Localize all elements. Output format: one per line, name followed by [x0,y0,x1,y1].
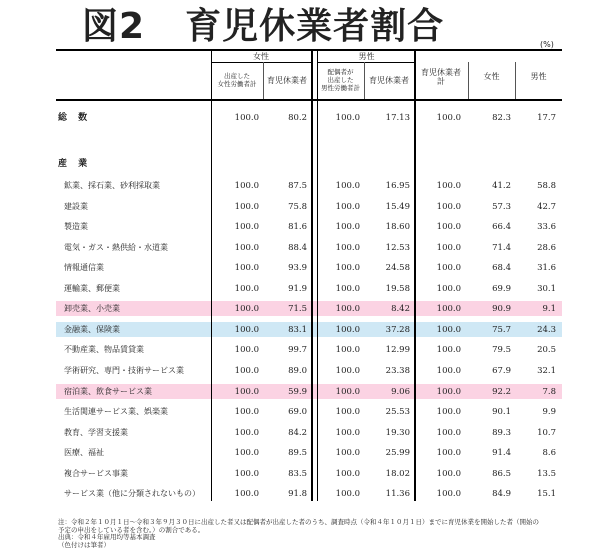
table-row [0,343,600,357]
industry-label: 教育、学習支援業 [64,428,128,437]
industry-label: 運輸業、郵便業 [64,284,120,293]
header-share-male: 男性 [530,72,547,81]
table-cell: 100.0 [436,325,461,335]
table-cell: 100.0 [335,428,360,438]
table-cell: 90.9 [492,304,511,314]
table-cell: 32.1 [537,366,556,376]
table-cell: 30.1 [537,284,556,294]
table-cell: 100.0 [436,387,461,397]
industry-label: 複合サービス事業 [64,469,128,478]
table-cell: 100.0 [436,407,461,417]
table-cell: 100.0 [234,202,259,212]
table-cell: 18.02 [385,469,410,479]
table-row [0,241,600,255]
figure-title: 育児休業者割合 [185,6,445,47]
table-cell: 25.53 [385,407,410,417]
table-row [0,200,600,214]
table-cell: 100.0 [234,387,259,397]
header-male-births: 配偶者が 出産した 男性労働者計 [321,68,360,92]
header-male-group: 男性 [358,52,375,61]
table-cell: 100.0 [234,304,259,314]
table-cell: 18.60 [385,222,410,232]
industry-label: 情報通信業 [64,263,104,272]
table-cell: 89.3 [492,428,511,438]
table-cell: 91.8 [288,489,307,499]
footnote-line: 注：令和２年１０月１日～令和３年９月３０日に出産した者又は配偶者が出産した者のうち、調査時点（令和４年１０月１日）までに育児休業を開始した者（開始の [58,518,539,526]
industry-label: 不動産業、物品賃貸業 [64,345,144,354]
industry-label: 電気・ガス・熱供給・水道業 [64,243,168,252]
total-cell: 100.0 [436,113,461,123]
table-cell: 100.0 [234,428,259,438]
total-cell: 100.0 [234,113,259,123]
table-cell: 100.0 [335,448,360,458]
male-group-rule [317,62,416,63]
table-cell: 58.8 [537,181,556,191]
table-cell: 31.6 [537,263,556,273]
table-cell: 42.7 [537,202,556,212]
footnote-line: 予定の申出をしている者を含む。）の割合である。 [58,525,205,534]
table-cell: 10.7 [537,428,556,438]
industry-label: 卸売業、小売業 [64,304,120,313]
table-row [0,220,600,234]
table-cell: 75.8 [288,202,307,212]
table-row [0,179,600,193]
table-cell: 91.4 [492,448,511,458]
total-row [0,111,600,125]
table-cell: 100.0 [436,345,461,355]
table-cell: 100.0 [234,222,259,232]
table-cell: 100.0 [436,181,461,191]
total-cell: 17.7 [537,113,556,123]
table-cell: 100.0 [335,489,360,499]
footnote [58,519,578,549]
table-cell: 89.0 [288,366,307,376]
table-cell: 100.0 [234,263,259,273]
table-cell: 100.0 [335,469,360,479]
table-cell: 100.0 [234,489,259,499]
table-cell: 79.5 [492,345,511,355]
table-cell: 84.9 [492,489,511,499]
table-cell: 100.0 [436,202,461,212]
table-cell: 100.0 [234,469,259,479]
table-cell: 100.0 [335,407,360,417]
table-cell: 41.2 [492,181,511,191]
table-cell: 11.36 [385,489,410,499]
header-female-leave: 育児休業者 [267,76,307,85]
table-cell: 100.0 [335,304,360,314]
table-cell: 75.7 [492,325,511,335]
table-cell: 100.0 [436,284,461,294]
table-cell: 68.4 [492,263,511,273]
table-cell: 71.4 [492,243,511,253]
table-cell: 88.4 [288,243,307,253]
table-row [0,405,600,419]
industry-label: 医療、福祉 [64,448,104,457]
table-row [0,385,600,399]
table-cell: 100.0 [436,222,461,232]
table-cell: 89.5 [288,448,307,458]
header-leave-total: 育児休業者 計 [421,68,461,86]
total-cell: 17.13 [385,113,410,123]
table-cell: 23.38 [385,366,410,376]
table-cell: 100.0 [436,263,461,273]
table-cell: 20.5 [537,345,556,355]
table-cell: 16.95 [385,181,410,191]
total-label: 総 数 [58,113,92,123]
section-label-industry: 産 業 [58,159,92,169]
table-cell: 100.0 [234,325,259,335]
table-cell: 12.53 [385,243,410,253]
table-cell: 69.0 [288,407,307,417]
table-cell: 100.0 [335,243,360,253]
table-row [0,261,600,275]
table-cell: 67.9 [492,366,511,376]
table-cell: 100.0 [335,222,360,232]
table-cell: 100.0 [436,428,461,438]
unit-label: (%) [540,40,554,49]
table-cell: 100.0 [335,263,360,273]
table-cell: 100.0 [234,345,259,355]
table-cell: 100.0 [234,366,259,376]
industry-label: 製造業 [64,222,88,231]
table-cell: 24.58 [385,263,410,273]
table-cell: 100.0 [436,243,461,253]
industry-label: 鉱業、採石業、砂利採取業 [64,181,160,190]
table-cell: 92.2 [492,387,511,397]
header-male-leave: 育児休業者 [369,76,409,85]
table-cell: 87.5 [288,181,307,191]
industry-label: 生活関連サービス業、娯楽業 [64,407,168,416]
table-cell: 69.9 [492,284,511,294]
table-cell: 19.30 [385,428,410,438]
header-female-group: 女性 [253,52,269,61]
table-cell: 100.0 [335,366,360,376]
table-cell: 100.0 [335,325,360,335]
table-cell: 91.9 [288,284,307,294]
table-cell: 15.49 [385,202,410,212]
header-bottom-border [56,99,562,101]
industry-label: 学術研究、専門・技術サービス業 [64,366,184,375]
table-cell: 25.99 [385,448,410,458]
table-cell: 100.0 [436,489,461,499]
table-row [0,282,600,296]
table-cell: 59.9 [288,387,307,397]
table-row [0,302,600,316]
table-cell: 100.0 [436,448,461,458]
table-cell: 93.9 [288,263,307,273]
table-cell: 100.0 [335,181,360,191]
table-cell: 100.0 [335,345,360,355]
table-row [0,487,600,501]
table-cell: 99.7 [288,345,307,355]
footnote-line: 出典：令和４年雇用均等基本調査 [58,533,156,541]
table-cell: 100.0 [234,181,259,191]
table-row [0,446,600,460]
table-cell: 13.5 [537,469,556,479]
table-cell: 90.1 [492,407,511,417]
table-cell: 100.0 [335,202,360,212]
table-cell: 71.5 [288,304,307,314]
table-row [0,426,600,440]
figure-number: 図2 [82,6,146,47]
table-cell: 100.0 [234,284,259,294]
table-cell: 100.0 [335,284,360,294]
table-cell: 84.2 [288,428,307,438]
total-cell: 100.0 [335,113,360,123]
industry-label: 建設業 [64,202,88,211]
table-top-border [56,49,562,51]
table-cell: 28.6 [537,243,556,253]
table-cell: 37.28 [385,325,410,335]
table-cell: 57.3 [492,202,511,212]
table-cell: 7.8 [542,387,556,397]
table-cell: 66.4 [492,222,511,232]
table-cell: 100.0 [335,387,360,397]
table-cell: 83.1 [288,325,307,335]
table-cell: 100.0 [234,407,259,417]
table-cell: 9.1 [542,304,556,314]
total-cell: 82.3 [492,113,511,123]
table-cell: 100.0 [436,469,461,479]
table-cell: 12.99 [385,345,410,355]
table-cell: 33.6 [537,222,556,232]
table-cell: 9.06 [391,387,410,397]
table-cell: 24.3 [537,325,556,335]
total-cell: 80.2 [288,113,307,123]
table-cell: 100.0 [436,304,461,314]
table-cell: 15.1 [537,489,556,499]
header-share-female: 女性 [483,72,500,81]
table-row [0,467,600,481]
table-cell: 81.6 [288,222,307,232]
table-cell: 100.0 [234,243,259,253]
table-cell: 8.42 [391,304,410,314]
table-row [0,364,600,378]
industry-label: サービス業（他に分類されないもの） [64,489,200,498]
table-cell: 83.5 [288,469,307,479]
table-cell: 9.9 [542,407,556,417]
table-cell: 86.5 [492,469,511,479]
table-row [0,323,600,337]
industry-label: 金融業、保険業 [64,325,120,334]
table-cell: 8.6 [542,448,556,458]
female-group-rule [211,62,311,63]
table-cell: 19.58 [385,284,410,294]
footnote-line: （色付けは筆者） [58,540,110,549]
industry-label: 宿泊業、飲食サービス業 [64,387,152,396]
table-cell: 100.0 [436,366,461,376]
table-cell: 100.0 [234,448,259,458]
page-title [82,0,444,49]
header-female-births: 出産した 女性労働者計 [217,72,257,88]
